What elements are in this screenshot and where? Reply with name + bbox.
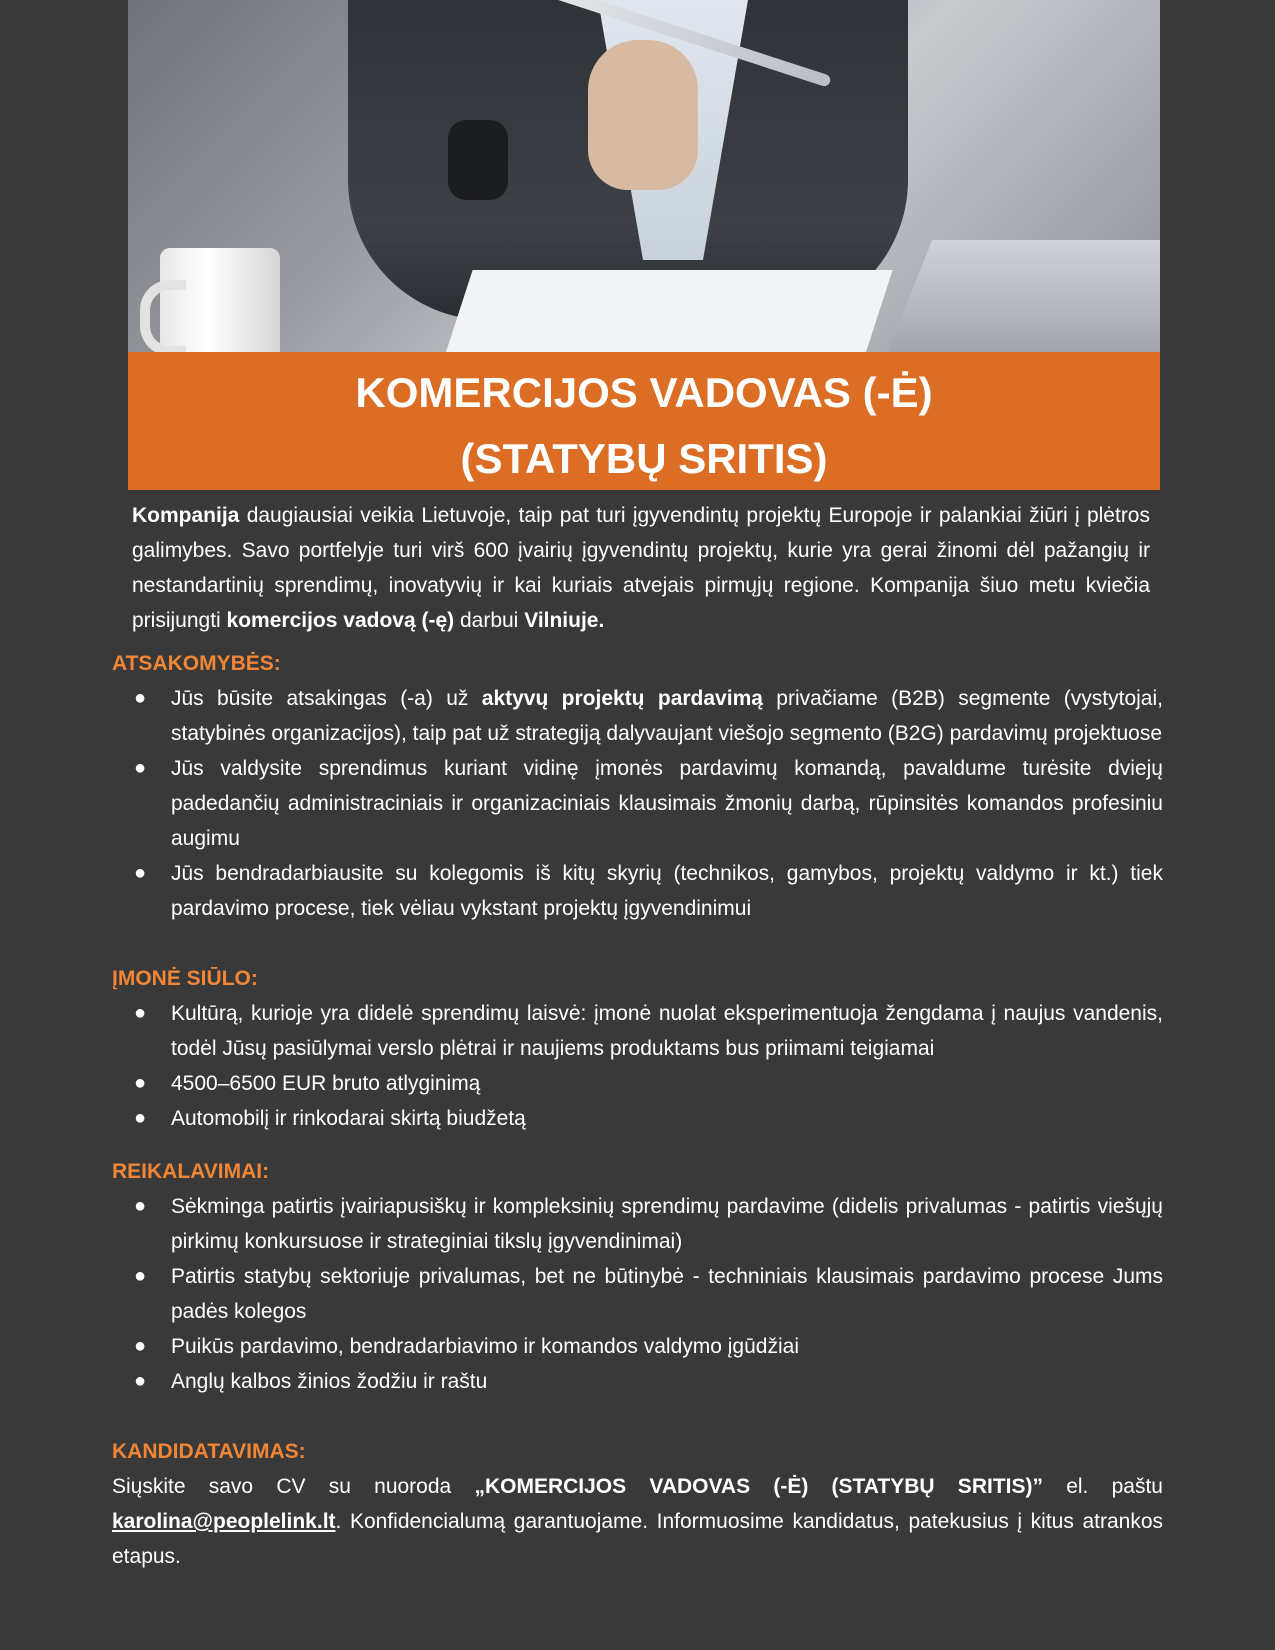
list-item (112, 1259, 1163, 1329)
list-item-text-bold: aktyvų projektų pardavimą (481, 687, 763, 710)
spacer (112, 1136, 1163, 1154)
list-item (112, 1101, 1163, 1136)
offer-list (112, 996, 1163, 1136)
application-text3: . Konfidencialumą garantuojame. Informuosime kandidatus, patekusius į kitus atrankos etapus. (112, 1510, 1163, 1568)
intro-paragraph (132, 498, 1150, 638)
bullet-icon: ● (134, 1195, 147, 1217)
bullet-icon: ● (134, 862, 147, 884)
list-item-text: Kultūrą, kurioje yra didelė sprendimų laisvė: įmonė nuolat eksperimentuoja žengdama į naujus vandenis, todėl Jūsų pasiūlymai verslo plėtrai ir naujiems produktams bus priimami teigiamai (171, 1002, 1163, 1060)
offer-heading: ĮMONĖ SIŪLO: (112, 967, 258, 990)
list-item (112, 1066, 1163, 1101)
requirements-heading: REIKALAVIMAI: (112, 1160, 270, 1183)
list-item (112, 681, 1163, 751)
list-item-text: Patirtis statybų sektoriuje privalumas, bet ne būtinybė - techniniais klausimais pardavimo procese Jums padės kolegos (171, 1265, 1163, 1323)
responsibilities-list (112, 681, 1163, 926)
list-item-text: Jūs bendradarbiausite su kolegomis iš kitų skyrių (technikos, gamybos, projektų valdymo ir kt.) tiek pardavimo procese, tiek vėliau vykstant projektų įgyvendinimui (171, 862, 1163, 920)
application-paragraph (112, 1469, 1163, 1574)
list-item-text: 4500–6500 EUR bruto atlyginimą (171, 1072, 481, 1095)
bullet-icon: ● (134, 1335, 147, 1357)
list-item-text: Sėkminga patirtis įvairiapusiškų ir kompleksinių sprendimų pardavime (didelis privalumas - patirtis viešųjų pirkimų konkursuose ir strateginiai tikslų įgyvendinimai) (171, 1195, 1163, 1253)
title-banner (128, 352, 1160, 490)
job-title-line1: KOMERCIJOS VADOVAS (-Ė) (355, 369, 933, 416)
application-text2: el. paštu (1042, 1475, 1163, 1498)
bullet-icon: ● (134, 1072, 147, 1094)
bullet-icon: ● (134, 757, 147, 779)
list-item (112, 751, 1163, 856)
bullet-icon: ● (134, 1265, 147, 1287)
bullet-icon: ● (134, 1370, 147, 1392)
bullet-icon: ● (134, 1002, 147, 1024)
list-item-text-pre: Jūs būsite atsakingas (-a) už (171, 687, 482, 710)
requirements-list (112, 1189, 1163, 1399)
bullet-icon: ● (134, 687, 147, 709)
list-item-text: Puikūs pardavimo, bendradarbiavimo ir komandos valdymo įgūdžiai (171, 1335, 799, 1358)
list-item (112, 996, 1163, 1066)
list-item (112, 1329, 1163, 1364)
intro-text1: daugiausiai veikia Lietuvoje, taip pat turi įgyvendintų projektų Europoje ir palankiai žiūri į plėtros galimybes. Savo portfelyje turi virš 600 įvairių įgyvendintų projektų, kurie yra gerai žinomi dėl pažangių ir nestandartinių sprendimų, inovatyvių ir kai kuriais atvejais pirmųjų regione. Kompanija šiuo metu kviečia prisijungti (132, 504, 1150, 632)
list-item (112, 856, 1163, 926)
laptop-shape (884, 240, 1160, 352)
list-item-text-post: privačiame (B2B) segmente (vystytojai, statybinės organizacijos), taip pat už strategiją dalyvaujant viešojo segmento (B2G) pardavimų projektuose (171, 687, 1163, 745)
job-title-line2: (STATYBŲ SRITIS) (460, 435, 828, 482)
intro-company: Kompanija (132, 504, 240, 527)
hand-shape (588, 40, 698, 190)
watch-shape (448, 120, 508, 200)
list-item (112, 1189, 1163, 1259)
intro-city: Vilniuje. (524, 609, 605, 632)
mug-handle-shape (140, 280, 186, 352)
email-link[interactable]: karolina@peoplelink.lt (112, 1510, 336, 1533)
responsibilities-heading: ATSAKOMYBĖS: (112, 652, 281, 675)
list-item-text: Automobilį ir rinkodarai skirtą biudžetą (171, 1107, 526, 1130)
document-body (112, 498, 1163, 1574)
spacer (112, 1399, 1163, 1434)
paper-shape (443, 270, 892, 352)
application-reference: „KOMERCIJOS VADOVAS (-Ė) (STATYBŲ SRITIS)” (474, 1475, 1043, 1498)
list-item-text (171, 687, 1163, 745)
application-text1: Siųskite savo CV su nuoroda (112, 1475, 475, 1498)
intro-text2: darbui (454, 609, 525, 632)
spacer (112, 926, 1163, 961)
list-item (112, 1364, 1163, 1399)
list-item-text: Jūs valdysite sprendimus kuriant vidinę įmonės pardavimų komandą, pavaldume turėsite dviejų padedančių administraciniais ir organizaciniais klausimais žmonių darbą, rūpinsitės komandos profesiniu augimu (171, 757, 1163, 850)
list-item-text: Anglų kalbos žinios žodžiu ir raštu (171, 1370, 488, 1393)
intro-role: komercijos vadovą (-ę) (226, 609, 455, 632)
bullet-icon: ● (134, 1107, 147, 1129)
hero-photo (128, 0, 1160, 352)
application-heading: KANDIDATAVIMAS: (112, 1440, 306, 1463)
